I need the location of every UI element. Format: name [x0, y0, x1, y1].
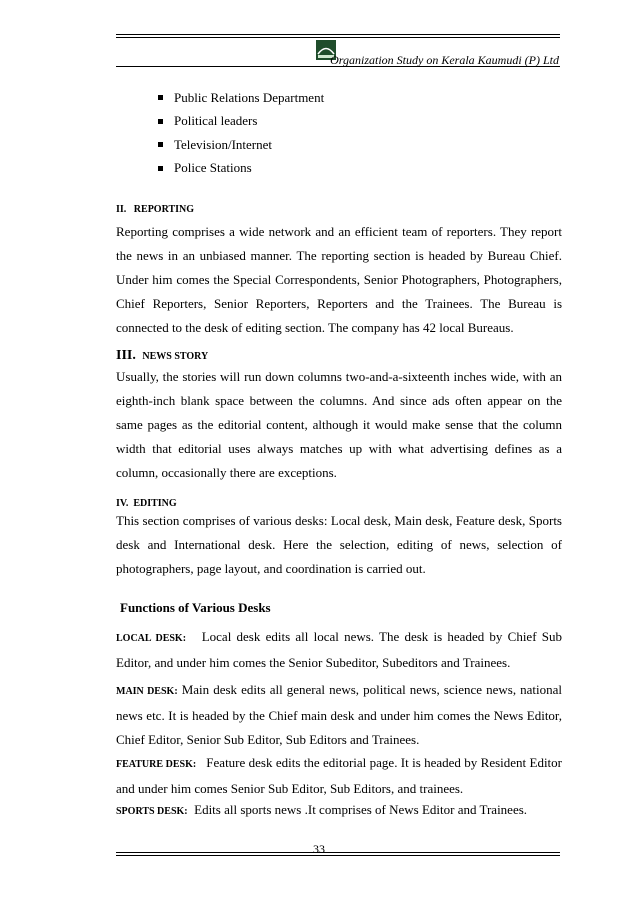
- desk-label: FEATURE DESK:: [116, 759, 197, 770]
- header-rule-under: [116, 66, 560, 67]
- reporting-body: Reporting comprises a wide network and an efficient team of reporters. They report the news in an unbiased manner. The reporting section is headed by Bureau Chief. Under him comes the Special Correspondents, Senior Photographers, Photographers, Chief Reporters, Senior Reporters, Reporters and the Trainees. The Bureau is connected to the desk of editing section. The company has 42 local Bureaus.: [116, 224, 562, 335]
- functions-heading: [120, 600, 566, 616]
- list-item-text: Television/Internet: [174, 136, 273, 152]
- news-story-section: [116, 347, 562, 485]
- bullet-square-icon: [158, 119, 163, 124]
- section-number: III.: [116, 348, 136, 363]
- news-story-heading: [116, 347, 562, 364]
- news-story-body: Usually, the stories will run down columns two-and-a-sixteenth inches wide, with an eighth-inch blank space between the columns. And since ads often appear on the same pages as the editorial content, although it would make sense that the column width that editorial uses always matches up with what advertising defines as a column, occasionally there are exceptions.: [116, 369, 562, 480]
- section-title: NEWS STORY: [142, 351, 209, 362]
- reporting-section: [116, 204, 562, 340]
- desk-local: [116, 625, 562, 675]
- footer-rule-bottom: [116, 855, 560, 856]
- section-title: EDITING: [133, 498, 177, 509]
- bullet-square-icon: [158, 142, 163, 147]
- desk-paragraph: [116, 678, 562, 752]
- editing-body: This section comprises of various desks: Local desk, Main desk, Feature desk, Sports desk and International desk. Here the selection, editing of news, selection of photographers, page layout, and coordination is carried out.: [116, 513, 562, 576]
- desk-text: Main desk edits all general news, political news, science news, national news etc. It is headed by the Chief main desk and under him comes the News Editor, Chief Editor, Senior Sub Editor, Sub Editors and Trainees.: [116, 682, 562, 747]
- list-item-text: Police Stations: [174, 160, 252, 176]
- desk-text: Feature desk edits the editorial page. It is headed by Resident Editor and under him comes Senior Sub Editor, Sub Editors, and trainees.: [116, 755, 562, 796]
- header-rule-top: [116, 34, 560, 35]
- list-item: [158, 133, 324, 157]
- desk-paragraph: [116, 751, 562, 801]
- editing-section: [116, 498, 562, 581]
- functions-title: Functions of Various Desks: [120, 600, 271, 615]
- footer-rule-top: [116, 852, 560, 853]
- section-title: REPORTING: [133, 204, 195, 215]
- page-number: 33: [313, 842, 325, 856]
- section-number: II.: [116, 204, 127, 215]
- desk-main: [116, 678, 562, 752]
- desk-label: MAIN DESK:: [116, 686, 178, 697]
- section-number: IV.: [116, 498, 129, 509]
- desk-text: Edits all sports news .It comprises of News Editor and Trainees.: [194, 802, 528, 817]
- list-item: [158, 157, 324, 181]
- list-item: [158, 110, 324, 134]
- bullet-list: [158, 86, 324, 180]
- header-title: Organization Study on Kerala Kaumudi (P) Ltd: [330, 53, 559, 67]
- list-item-text: Public Relations Department: [174, 89, 325, 105]
- desk-paragraph: [116, 798, 562, 824]
- desk-feature: [116, 751, 562, 801]
- editing-heading: [116, 498, 562, 509]
- reporting-heading: [116, 204, 562, 215]
- list-item: [158, 86, 324, 110]
- header-rule-bottom: [116, 37, 560, 38]
- desk-text: Local desk edits all local news. The desk is headed by Chief Sub Editor, and under him comes the Senior Subeditor, Subeditors and Trainees.: [116, 629, 562, 670]
- desk-label: SPORTS DESK:: [116, 806, 188, 817]
- desk-label: LOCAL DESK:: [116, 633, 187, 644]
- desk-paragraph: [116, 625, 562, 675]
- bullet-square-icon: [158, 166, 163, 171]
- desk-sports: [116, 798, 562, 824]
- list-item-text: Political leaders: [174, 113, 258, 129]
- bullet-square-icon: [158, 95, 163, 100]
